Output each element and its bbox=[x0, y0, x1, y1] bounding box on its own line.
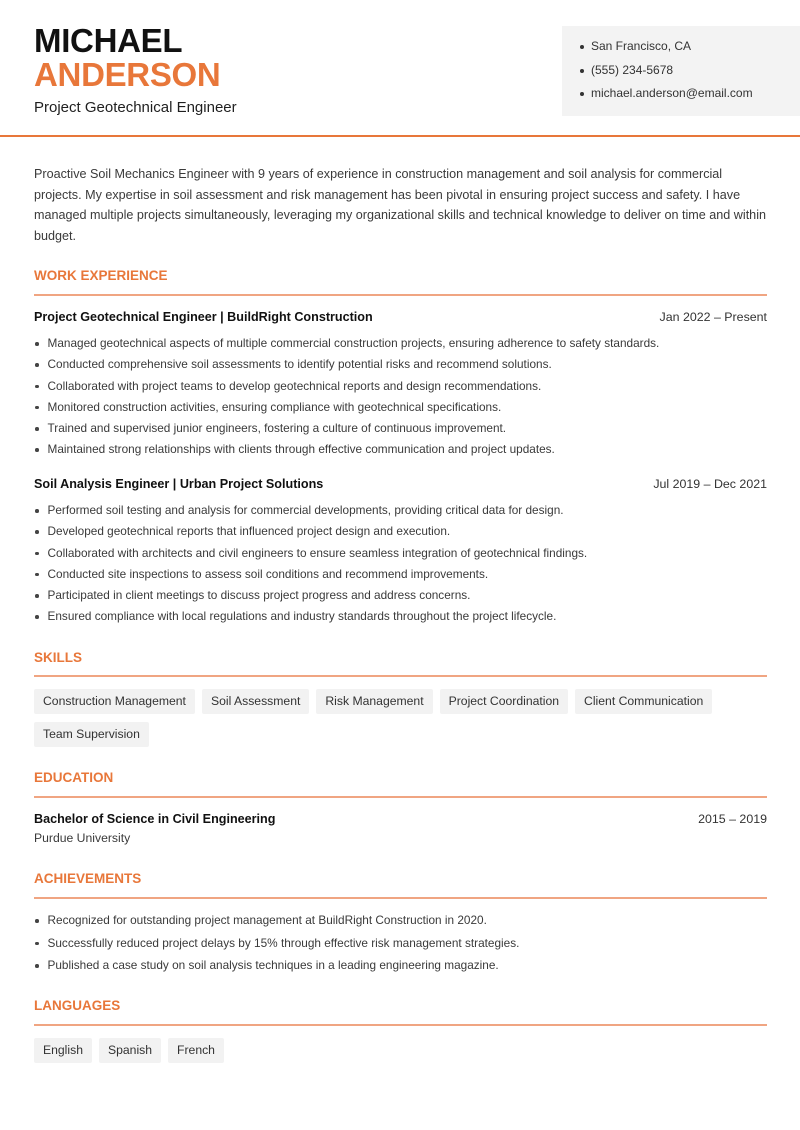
job-2-dates: Jul 2019 – Dec 2021 bbox=[653, 477, 767, 491]
list-item: Trained and supervised junior engineers, fostering a culture of continuous improvement. bbox=[34, 421, 774, 442]
bullet-icon bbox=[35, 942, 39, 946]
section-title-languages: LANGUAGES bbox=[34, 998, 121, 1013]
contact-email: michael.anderson@email.com bbox=[580, 85, 800, 109]
list-item: Performed soil testing and analysis for commercial developments, providing critical data for design. bbox=[34, 503, 774, 524]
school-name: Purdue University bbox=[34, 831, 131, 845]
list-item: Recognized for outstanding project management at BuildRight Construction in 2020. bbox=[34, 913, 774, 936]
job-2-title: Soil Analysis Engineer | Urban Project Solutions bbox=[34, 477, 324, 491]
skill-chip: Soil Assessment bbox=[202, 689, 309, 714]
contact-box bbox=[562, 26, 800, 116]
bullet-icon bbox=[35, 919, 39, 923]
bullet-icon bbox=[35, 509, 39, 513]
skill-chip: Team Supervision bbox=[34, 722, 149, 747]
bullet-icon bbox=[35, 427, 39, 431]
job-title-subtitle: Project Geotechnical Engineer bbox=[34, 99, 237, 116]
bullet-icon bbox=[35, 342, 39, 346]
section-divider bbox=[34, 675, 767, 677]
skill-chip: Project Coordination bbox=[440, 689, 568, 714]
education-dates: 2015 – 2019 bbox=[698, 812, 767, 826]
list-item: Conducted comprehensive soil assessments to identify potential risks and recommend solutions. bbox=[34, 357, 774, 378]
bullet-icon bbox=[35, 385, 39, 389]
bullet-icon bbox=[35, 406, 39, 410]
language-chip: French bbox=[168, 1038, 224, 1063]
professional-summary: Proactive Soil Mechanics Engineer with 9 years of experience in construction management and soil analysis for commercial projects. My expertise in soil assessment and risk management has been pivotal in ensuring project success and safety. I have managed multiple projects simultaneously, leveraging my organizational skills and technical knowledge to deliver on time and within budget. bbox=[34, 167, 766, 243]
contact-location: San Francisco, CA bbox=[580, 38, 800, 62]
bullet-icon bbox=[580, 92, 584, 96]
bullet-icon bbox=[35, 964, 39, 968]
section-title-achievements: ACHIEVEMENTS bbox=[34, 871, 142, 886]
language-chip: English bbox=[34, 1038, 92, 1063]
list-item: Monitored construction activities, ensuring compliance with geotechnical specifications. bbox=[34, 400, 774, 421]
bullet-icon bbox=[35, 363, 39, 367]
skill-chip: Client Communication bbox=[575, 689, 712, 714]
list-item: Participated in client meetings to discuss project progress and address concerns. bbox=[34, 588, 774, 609]
list-item: Collaborated with project teams to develop geotechnical reports and design recommendations. bbox=[34, 379, 774, 400]
bullet-icon bbox=[35, 615, 39, 619]
degree-title: Bachelor of Science in Civil Engineering bbox=[34, 812, 276, 826]
bullet-icon bbox=[35, 530, 39, 534]
list-item: Ensured compliance with local regulations and industry standards throughout the project lifecycle. bbox=[34, 609, 774, 630]
skills-list bbox=[34, 689, 774, 747]
bullet-icon bbox=[35, 552, 39, 556]
bullet-icon bbox=[35, 594, 39, 598]
list-item: Managed geotechnical aspects of multiple commercial construction projects, ensuring adherence to safety standards. bbox=[34, 336, 774, 357]
skill-chip: Construction Management bbox=[34, 689, 195, 714]
section-divider bbox=[34, 796, 767, 798]
section-divider bbox=[34, 294, 767, 296]
resume-header bbox=[0, 0, 800, 137]
bullet-icon bbox=[35, 573, 39, 577]
contact-phone: (555) 234-5678 bbox=[580, 62, 800, 86]
skill-chip: Risk Management bbox=[316, 689, 432, 714]
first-name: MICHAEL bbox=[34, 22, 183, 59]
bullet-icon bbox=[35, 448, 39, 452]
last-name: ANDERSON bbox=[34, 56, 221, 93]
section-title-work: WORK EXPERIENCE bbox=[34, 268, 168, 283]
languages-list bbox=[34, 1038, 774, 1063]
language-chip: Spanish bbox=[99, 1038, 161, 1063]
achievements-list bbox=[34, 913, 774, 981]
job-2-bullets bbox=[34, 503, 774, 631]
job-1-title: Project Geotechnical Engineer | BuildRight Construction bbox=[34, 310, 373, 324]
section-divider bbox=[34, 897, 767, 899]
section-title-education: EDUCATION bbox=[34, 770, 114, 785]
section-title-skills: SKILLS bbox=[34, 650, 83, 665]
list-item: Conducted site inspections to assess soil conditions and recommend improvements. bbox=[34, 567, 774, 588]
list-item: Collaborated with architects and civil engineers to ensure seamless integration of geotechnical findings. bbox=[34, 546, 774, 567]
list-item: Published a case study on soil analysis techniques in a leading engineering magazine. bbox=[34, 958, 774, 981]
list-item: Maintained strong relationships with clients through effective communication and project updates. bbox=[34, 442, 774, 463]
list-item: Successfully reduced project delays by 15% through effective risk management strategies. bbox=[34, 936, 774, 959]
job-1-dates: Jan 2022 – Present bbox=[659, 310, 767, 324]
bullet-icon bbox=[580, 45, 584, 49]
section-divider bbox=[34, 1024, 767, 1026]
list-item: Developed geotechnical reports that influenced project design and execution. bbox=[34, 524, 774, 545]
bullet-icon bbox=[580, 69, 584, 73]
job-1-bullets bbox=[34, 336, 774, 464]
